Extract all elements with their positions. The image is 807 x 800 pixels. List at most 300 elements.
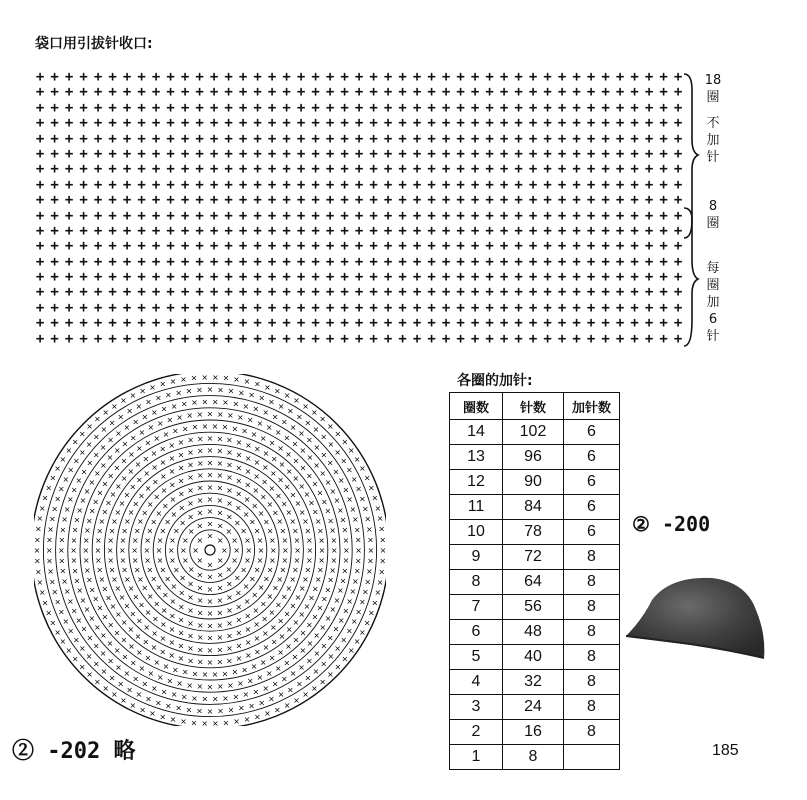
stitch-mark: × (170, 509, 178, 519)
stitch-mark: × (120, 635, 128, 645)
cell-increase: 6 (564, 470, 620, 495)
stitch-mark: × (206, 560, 214, 570)
stitch-mark: × (70, 485, 78, 495)
label-line: 加 (706, 133, 720, 148)
stitch-mark: × (173, 565, 180, 575)
stitch-mark: × (86, 458, 94, 468)
stitch-mark: × (287, 406, 294, 416)
stitch-mark: × (231, 424, 239, 434)
stitch-mark: × (237, 413, 244, 422)
pattern-code-200: ② -200 (632, 512, 711, 536)
cell-round: 4 (450, 670, 503, 695)
stitch-mark: × (88, 477, 96, 487)
stitch-mark: × (303, 602, 311, 611)
stitch-mark: × (113, 646, 121, 655)
stitch-mark: × (168, 638, 176, 648)
table-header-row (450, 393, 620, 420)
stitch-mark: × (92, 594, 100, 604)
stitch-mark: × (278, 460, 286, 470)
stitch-mark: × (120, 456, 128, 466)
stitch-mark: × (62, 617, 70, 627)
stitch-mark: × (252, 486, 260, 496)
stitch-mark: × (376, 514, 384, 524)
stitch-mark: × (168, 467, 176, 477)
stitch-mark: × (217, 385, 224, 395)
stitch-mark: × (196, 385, 203, 395)
stitch-mark: × (306, 435, 313, 445)
stitch-mark: × (285, 508, 293, 517)
stitch-mark: × (340, 635, 348, 645)
stitch-mark: × (206, 572, 214, 582)
stitch-mark: × (129, 700, 137, 710)
stitch-mark: × (101, 507, 109, 517)
stitch-mark: × (298, 507, 306, 517)
stitch-mark: × (206, 507, 214, 517)
stitch-mark: × (282, 546, 289, 555)
stitch-mark: × (201, 374, 209, 383)
table-row (450, 695, 620, 720)
stitch-mark: × (187, 606, 194, 616)
stitch-mark: × (114, 507, 122, 517)
stitch-mark: × (347, 446, 355, 455)
stitch-mark: × (333, 595, 341, 605)
stitch-mark: × (306, 638, 314, 648)
grid-row: + + + + + + + + + + + + + + + + + + + + + + + + + + + + + + + + + + + + + + + + + + + + + (35, 115, 683, 132)
stitch-mark: × (262, 517, 270, 527)
stitch-mark: × (285, 449, 292, 459)
stitch-mark: × (65, 646, 73, 655)
stitch-mark: × (355, 607, 362, 617)
stitch-mark: × (283, 658, 291, 668)
stitch-mark: × (46, 535, 53, 545)
stitch-mark: × (180, 692, 188, 702)
stitch-mark: × (63, 587, 71, 596)
cell-stitches: 48 (503, 620, 564, 645)
stitch-mark: × (159, 712, 167, 722)
stitch-mark: × (320, 594, 328, 604)
stitch-mark: × (153, 658, 161, 668)
stitch-mark: × (187, 498, 194, 508)
stitch-mark: × (88, 614, 96, 624)
stitch-mark: × (181, 424, 189, 434)
stitch-mark: × (100, 461, 107, 470)
stitch-mark: × (244, 453, 252, 463)
stitch-mark: × (222, 398, 229, 408)
stitch-mark: × (78, 662, 86, 672)
stitch-mark: × (144, 438, 152, 448)
cell-increase: 8 (564, 620, 620, 645)
stitch-mark: × (226, 618, 233, 628)
stitch-mark: × (98, 517, 106, 526)
stitch-mark: × (129, 609, 137, 619)
stitch-mark: × (304, 418, 312, 428)
stitch-mark: × (139, 386, 146, 396)
stitch-mark: × (337, 615, 345, 625)
stitch-mark: × (177, 476, 185, 486)
stitch-mark: × (264, 709, 271, 719)
stitch-mark: × (132, 417, 140, 427)
stitch-mark: × (367, 483, 375, 493)
stitch-mark: × (95, 555, 102, 565)
stitch-mark: × (291, 652, 299, 662)
stitch-mark: × (160, 404, 168, 414)
stitch-mark: × (94, 546, 102, 555)
stitch-mark: × (339, 576, 347, 586)
stitch-mark: × (253, 712, 261, 722)
stitch-mark: × (262, 408, 270, 418)
stitch-mark: × (305, 555, 313, 565)
stitch-mark: × (126, 406, 133, 416)
stitch-mark: × (150, 643, 158, 652)
stitch-mark: × (274, 386, 281, 396)
stitch-mark: × (319, 622, 327, 632)
stitch-mark: × (252, 605, 260, 615)
stitch-mark: × (270, 454, 278, 464)
stitch-mark: × (364, 577, 372, 587)
stitch-mark: × (84, 526, 91, 536)
stitch-mark: × (294, 499, 302, 508)
stitch-mark: × (71, 654, 79, 664)
stitch-mark: × (100, 631, 107, 640)
stitch-mark: × (226, 579, 233, 589)
stitch-mark: × (329, 526, 336, 536)
stitch-mark: × (118, 593, 126, 602)
stitch-mark: × (119, 555, 127, 565)
stitch-mark: × (276, 517, 284, 527)
stitch-mark: × (277, 648, 284, 658)
stitch-mark: × (235, 615, 243, 625)
stitch-mark: × (238, 703, 245, 713)
stitch-mark: × (95, 536, 102, 546)
stitch-mark: × (45, 483, 53, 493)
stitch-mark: × (334, 662, 342, 672)
stitch-mark: × (159, 458, 167, 467)
stitch-mark: × (371, 598, 379, 608)
stitch-mark: × (274, 664, 282, 674)
stitch-mark: × (92, 450, 100, 460)
stitch-mark: × (277, 616, 284, 626)
stitch-mark: × (268, 438, 276, 448)
stitch-mark: × (289, 601, 297, 611)
stitch-mark: × (262, 683, 270, 693)
stitch-mark: × (206, 706, 214, 716)
stitch-mark: × (135, 401, 143, 411)
stitch-mark: × (156, 673, 164, 682)
stitch-mark: × (191, 693, 198, 703)
stitch-mark: × (320, 641, 328, 651)
stitch-mark: × (88, 585, 96, 595)
cell-round: 13 (450, 445, 503, 470)
stitch-mark: × (109, 490, 117, 499)
stitch-mark: × (326, 633, 334, 643)
stitch-mark: × (280, 499, 288, 509)
stitch-mark: × (59, 525, 67, 535)
header-increase: 加针数 (564, 393, 620, 420)
stitch-mark: × (185, 705, 193, 715)
stitch-mark: × (167, 546, 175, 555)
stitch-mark: × (293, 536, 301, 546)
stitch-mark: × (133, 565, 141, 575)
grid-row: + + + + + + + + + + + + + + + + + + + + + + + + + + + + + + + + + + + + + + + + + + + + + (35, 70, 683, 85)
stitch-mark: × (355, 546, 362, 555)
stitch-mark: × (191, 669, 199, 679)
stitch-mark: × (141, 508, 149, 518)
header-rounds: 圈数 (450, 393, 503, 420)
stitch-mark: × (330, 546, 338, 555)
stitch-mark: × (71, 525, 79, 535)
stitch-mark: × (271, 679, 279, 689)
cell-round: 7 (450, 595, 503, 620)
stitch-mark: × (346, 596, 353, 606)
stitch-mark: × (201, 718, 209, 726)
stitch-mark: × (38, 503, 46, 513)
stitch-mark: × (241, 665, 248, 675)
stitch-mark: × (177, 654, 185, 664)
stitch-mark: × (329, 486, 337, 496)
stitch-mark: × (244, 556, 251, 565)
stitch-mark: × (306, 656, 313, 666)
stitch-mark: × (196, 508, 204, 518)
stitch-mark: × (253, 379, 261, 389)
stitch-mark: × (259, 492, 267, 502)
stitch-mark: × (196, 608, 204, 618)
stitch-mark: × (170, 690, 178, 700)
stitch-mark: × (324, 506, 332, 516)
stitch-mark: × (131, 536, 139, 546)
stitch-mark: × (319, 414, 326, 424)
stitch-mark: × (261, 614, 268, 624)
stitch-mark: × (141, 583, 149, 593)
stitch-mark: × (196, 657, 204, 667)
stitch-mark: × (226, 593, 233, 603)
cell-increase: 6 (564, 445, 620, 470)
stitch-mark: × (275, 600, 282, 610)
grid-row: + + + + + + + + + + + + + + + + + + + + + + + + + + + + + + + + + + + + + + + + + + + + + (35, 176, 683, 193)
stitch-mark: × (312, 666, 320, 676)
stitch-mark: × (150, 683, 158, 693)
stitch-mark: × (136, 475, 143, 485)
stitch-mark: × (113, 446, 121, 455)
stitch-mark: × (132, 499, 140, 509)
stitch-mark: × (109, 602, 117, 611)
stitch-mark: × (105, 498, 112, 508)
stitch-mark: × (127, 625, 135, 635)
stitch-mark: × (340, 456, 348, 466)
stitch-mark: × (221, 546, 228, 555)
stitch-mark: × (283, 482, 291, 492)
stitch-mark: × (206, 645, 214, 655)
stitch-mark: × (172, 426, 179, 436)
stitch-mark: × (244, 638, 252, 648)
stitch-mark: × (144, 484, 152, 494)
stitch-mark: × (164, 517, 171, 527)
stitch-mark: × (306, 546, 314, 555)
stitch-mark: × (352, 576, 359, 586)
stitch-mark: × (142, 454, 150, 464)
stitch-mark: × (177, 450, 185, 460)
stitch-mark: × (222, 693, 229, 703)
stitch-mark: × (120, 695, 127, 705)
stitch-mark: × (243, 715, 251, 724)
stitch-mark: × (85, 652, 93, 661)
stitch-mark: × (320, 497, 328, 507)
stitch-mark: × (343, 546, 350, 555)
stitch-mark: × (374, 503, 382, 513)
stitch-mark: × (186, 680, 194, 690)
stitch-mark: × (206, 658, 214, 667)
stitch-mark: × (150, 449, 158, 458)
stitch-mark: × (111, 401, 118, 411)
cell-round: 3 (450, 695, 503, 720)
stitch-mark: × (168, 651, 176, 661)
stitch-mark: × (47, 567, 54, 576)
stitch-mark: × (107, 620, 115, 630)
stitch-mark: × (330, 556, 338, 565)
stitch-mark: × (187, 631, 194, 641)
stitch-mark: × (311, 507, 319, 517)
stitch-mark: × (41, 493, 49, 503)
stitch-mark: × (102, 684, 110, 694)
stitch-mark: × (38, 588, 46, 598)
stitch-mark: × (70, 606, 78, 616)
stitch-mark: × (161, 501, 169, 511)
stitch-mark: × (206, 519, 214, 529)
stitch-mark: × (226, 435, 233, 445)
stitch-mark: × (237, 679, 244, 688)
stitch-mark: × (49, 618, 57, 628)
stitch-mark: × (332, 624, 340, 634)
stitch-mark: × (240, 526, 247, 536)
stitch-mark: × (176, 679, 183, 688)
stitch-mark: × (253, 620, 260, 630)
stitch-mark: × (175, 388, 182, 398)
stitch-mark: × (106, 546, 114, 555)
stitch-mark: × (120, 396, 127, 406)
stitch-mark: × (139, 705, 146, 715)
stitch-mark: × (216, 682, 224, 691)
stitch-mark: × (310, 407, 318, 417)
stitch-mark: × (86, 670, 93, 680)
stitch-mark: × (147, 668, 155, 678)
stitch-mark: × (305, 471, 313, 481)
stitch-mark: × (353, 637, 361, 647)
stitch-mark: × (244, 480, 252, 490)
stitch-mark: × (244, 467, 252, 477)
stitch-mark: × (51, 504, 59, 514)
stitch-mark: × (248, 701, 255, 711)
stitch-mark: × (159, 379, 167, 389)
stitch-mark: × (180, 375, 187, 384)
stitch-mark: × (206, 446, 214, 456)
grid-row: + + + + + + + + + + + + + + + + + + + + + + + + + + + + + + + + + + + + + + + + + + + + + (35, 299, 683, 316)
stitch-mark: × (244, 440, 252, 450)
stitch-mark: × (206, 495, 214, 504)
cell-stitches: 40 (503, 645, 564, 670)
stitch-mark: × (102, 407, 110, 417)
stitch-mark: × (235, 654, 243, 664)
stitch-mark: × (107, 656, 114, 666)
cell-round: 5 (450, 645, 503, 670)
stitch-mark: × (226, 680, 234, 690)
label-line: 18 (704, 73, 722, 88)
stitch-mark: × (73, 576, 81, 586)
stitch-mark: × (274, 427, 282, 437)
stitch-mark: × (304, 565, 312, 575)
stitch-mark: × (320, 450, 328, 460)
stitch-mark: × (216, 446, 224, 456)
stitch-mark: × (83, 486, 91, 496)
stitch-mark: × (169, 536, 176, 545)
stitch-mark: × (51, 587, 59, 597)
stitch-mark: × (265, 668, 273, 678)
stitch-mark: × (88, 506, 96, 516)
stitch-mark: × (253, 634, 261, 643)
stitch-mark: × (243, 494, 251, 504)
page-number: 185 (712, 742, 739, 759)
stitch-mark: × (242, 690, 250, 700)
stitch-mark: × (268, 397, 275, 407)
stitch-mark: × (364, 514, 372, 524)
stitch-mark: × (242, 509, 250, 519)
stitch-mark: × (146, 526, 154, 536)
stitch-mark: × (353, 525, 361, 535)
label-line: 针 (706, 150, 720, 165)
stitch-mark: × (168, 480, 176, 490)
stitch-mark: × (160, 687, 168, 697)
stitch-mark: × (84, 565, 91, 575)
stitch-mark: × (187, 448, 194, 458)
stitch-mark: × (235, 437, 243, 447)
stitch-mark: × (79, 595, 87, 605)
stitch-mark: × (127, 466, 135, 476)
stitch-mark: × (332, 467, 340, 477)
stitch-mark: × (244, 536, 251, 545)
stitch-mark: × (257, 546, 265, 555)
stitch-mark: × (82, 536, 90, 545)
stitch-mark: × (285, 466, 293, 476)
stitch-mark: × (182, 535, 189, 545)
stitch-mark: × (279, 565, 287, 575)
stitch-mark: × (367, 546, 375, 555)
table-row (450, 720, 620, 745)
stitch-mark: × (93, 622, 101, 632)
stitch-mark: × (211, 718, 219, 726)
stitch-mark: × (266, 591, 274, 601)
stitch-mark: × (150, 408, 158, 418)
stitch-mark: × (234, 518, 241, 528)
stitch-mark: × (108, 418, 116, 428)
stitch-mark: × (70, 556, 78, 566)
stitch-mark: × (121, 439, 129, 449)
stitch-mark: × (78, 429, 86, 439)
stitch-mark: × (136, 517, 144, 527)
stitch-mark: × (216, 596, 224, 605)
stitch-mark: × (166, 415, 174, 425)
stitch-mark: × (180, 717, 187, 726)
stitch-mark: × (196, 583, 204, 593)
stitch-mark: × (187, 473, 194, 483)
grid-row: + + + + + + + + + + + + + + + + + + + + + + + + + + + + + + + + + + + + + + + + + + + + + (35, 84, 683, 101)
stitch-mark: × (71, 566, 79, 576)
stitch-mark: × (113, 628, 121, 638)
stitch-mark: × (169, 556, 176, 565)
stitch-mark: × (293, 555, 301, 565)
stitch-mark: × (58, 535, 66, 545)
cell-increase: 8 (564, 695, 620, 720)
stitch-mark: × (311, 612, 319, 622)
center-ring (205, 545, 215, 555)
stitch-mark: × (216, 645, 224, 655)
